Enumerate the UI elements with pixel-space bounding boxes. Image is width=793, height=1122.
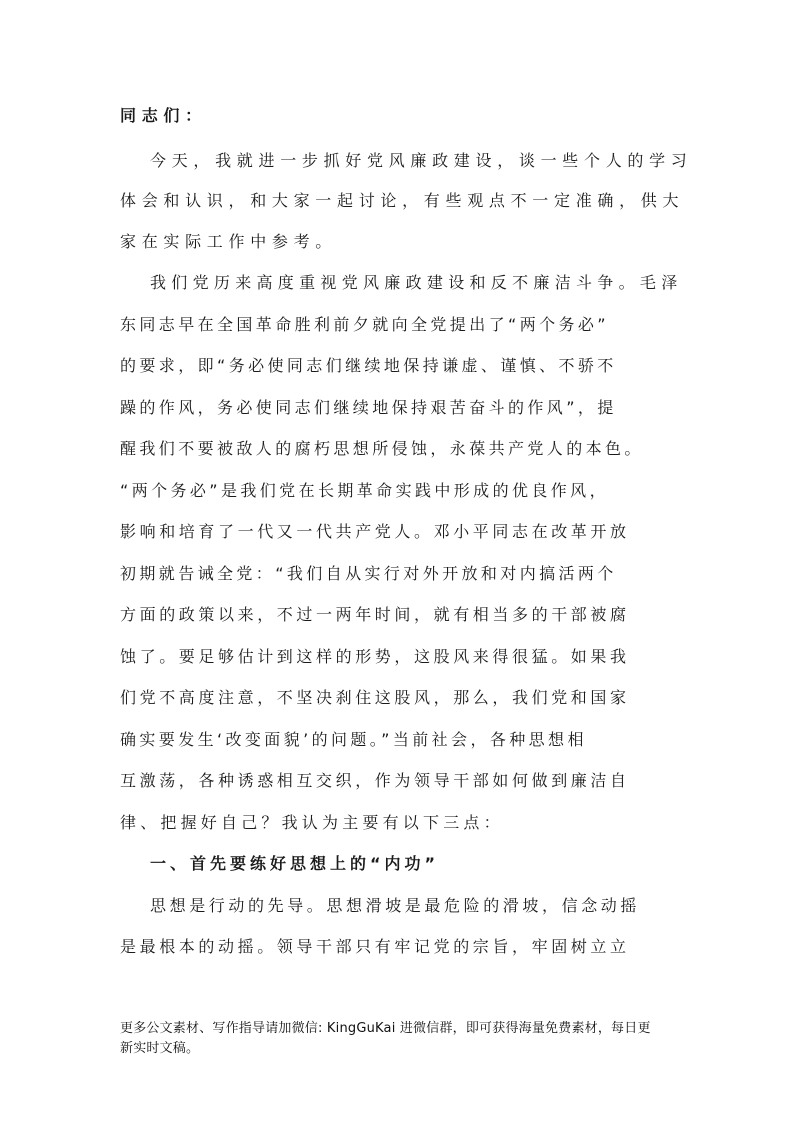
paragraph-line: 今天，我就进一步抓好党风廉政建设，谈一些个人的学习: [150, 151, 693, 170]
paragraph-line: 醒我们不要被敌人的腐朽思想所侵蚀，永葆共产党人的本色。: [120, 439, 644, 458]
paragraph-line: 影响和培育了一代又一代共产党人。邓小平同志在改革开放: [120, 522, 630, 541]
paragraph-line: 体会和认识，和大家一起讨论，有些观点不一定准确，供大: [120, 191, 685, 210]
paragraph-line: 的要求，即“务必使同志们继续地保持谦虚、谨慎、不骄不: [120, 356, 617, 375]
paragraph-line: 确实要发生‘改变面貌’的问题。”当前社会，各种思想相: [120, 730, 587, 749]
section-heading: 一、首先要练好思想上的“内功”: [150, 854, 440, 873]
paragraph-line: “两个务必”是我们党在长期革命实践中形成的优良作风，: [120, 481, 609, 500]
paragraph-line: 是最根本的动摇。领导干部只有牢记党的宗旨，牢固树立立: [120, 937, 630, 956]
footer-promo-line: 更多公文素材、写作指导请加微信: KingGuKai 进微信群，即可获得海量免费素材，每日更: [120, 1021, 651, 1036]
paragraph-line: 我们党历来高度重视党风廉政建设和反不廉洁斗争。毛泽: [150, 273, 683, 292]
paragraph-line: 躁的作风，务必使同志们继续地保持艰苦奋斗的作风”，提: [120, 398, 617, 417]
paragraph-line: 们党不高度注意，不坚决刹住这股风，那么，我们党和国家: [120, 688, 630, 707]
footer-promo-line: 新实时文稿。: [120, 1041, 200, 1056]
salutation: 同志们：: [120, 106, 207, 125]
paragraph-line: 家在实际工作中参考。: [120, 232, 338, 251]
paragraph-line: 律、把握好自己？我认为主要有以下三点：: [120, 813, 504, 832]
paragraph-line: 蚀了。要足够估计到这样的形势，这股风来得很猛。如果我: [120, 647, 630, 666]
paragraph-line: 初期就告诫全党：“我们自从实行对外开放和对内搞活两个: [120, 564, 617, 583]
paragraph-line: 互激荡，各种诱惑相互交织，作为领导干部如何做到廉洁自: [120, 771, 630, 790]
paragraph-line: 方面的政策以来，不过一两年时间，就有相当多的干部被腐: [120, 605, 630, 624]
paragraph-line: 思想是行动的先导。思想滑坡是最危险的滑坡，信念动摇: [150, 896, 641, 915]
paragraph-line: 东同志早在全国革命胜利前夕就向全党提出了“两个务必”: [120, 315, 609, 334]
